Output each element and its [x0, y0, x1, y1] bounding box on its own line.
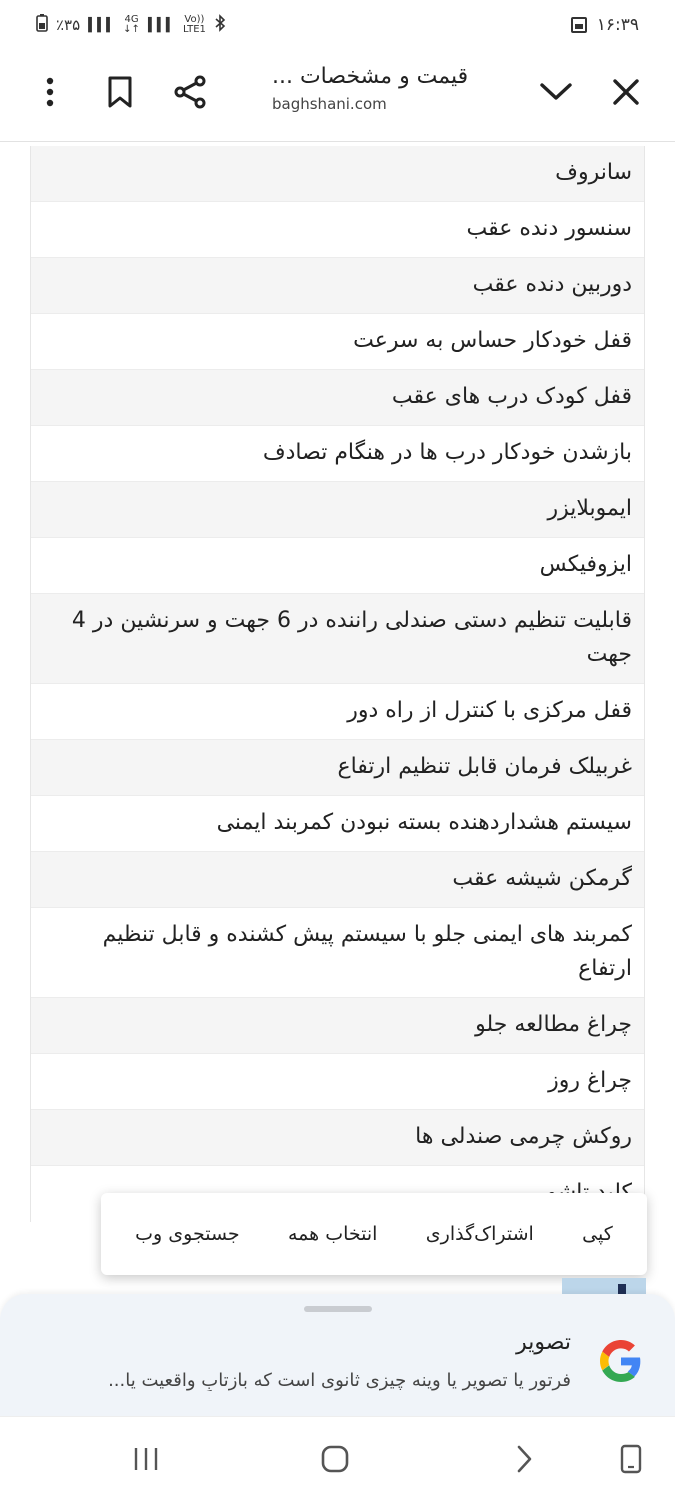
- back-button[interactable]: [500, 1435, 548, 1483]
- web-search-button[interactable]: جستجوی وب: [135, 1223, 240, 1245]
- google-search-sheet[interactable]: [0, 1294, 675, 1416]
- clock: ۱۶:۳۹: [596, 15, 639, 35]
- search-result-title: تصویر: [516, 1330, 571, 1355]
- overflow-menu-button[interactable]: [26, 68, 74, 116]
- select-all-button[interactable]: انتخاب همه: [287, 1223, 378, 1245]
- bluetooth-icon: [214, 14, 226, 36]
- back-chevron-icon: [514, 1444, 534, 1474]
- table-row[interactable]: قفل مرکزی با کنترل از راه دور: [31, 684, 644, 740]
- share-text-button[interactable]: اشتراک‌گذاری: [425, 1223, 534, 1245]
- status-right-group: [571, 12, 639, 38]
- features-table: [30, 146, 645, 1222]
- sheet-drag-handle[interactable]: [304, 1306, 372, 1312]
- phone-keyboard-icon: [619, 1443, 643, 1475]
- table-row[interactable]: دوربین دنده عقب: [31, 258, 644, 314]
- page-domain: baghshani.com: [272, 95, 387, 113]
- table-row[interactable]: چراغ روز: [31, 1054, 644, 1110]
- table-row[interactable]: سیستم هشداردهنده بسته نبودن کمربند ایمنی: [31, 796, 644, 852]
- table-row[interactable]: ایموبلایزر: [31, 482, 644, 538]
- custom-tab-header: [0, 50, 675, 142]
- page-title: قیمت و مشخصات ...: [272, 64, 469, 89]
- volte-indicator: [183, 15, 206, 35]
- google-g-icon: [600, 1340, 642, 1382]
- table-row[interactable]: بازشدن خودکار درب ها در هنگام تصادف: [31, 426, 644, 482]
- share-button[interactable]: [166, 68, 214, 116]
- battery-icon: [36, 14, 48, 36]
- navigation-bar: [0, 1416, 675, 1500]
- status-left-group: [36, 12, 226, 38]
- recents-button[interactable]: [122, 1435, 170, 1483]
- page-title-block[interactable]: [272, 60, 512, 130]
- signal-strength-icon: ▍▍▍: [88, 17, 116, 33]
- close-icon: [612, 78, 640, 106]
- battery-percent: ٪۳۵: [56, 16, 81, 34]
- table-row[interactable]: غربیلک فرمان قابل تنظیم ارتفاع: [31, 740, 644, 796]
- keyboard-toggle-button[interactable]: [607, 1435, 655, 1483]
- signal-strength-2-icon: ▍▍▍: [147, 17, 175, 33]
- volte-label: Vo)): [184, 14, 205, 25]
- bookmark-button[interactable]: [96, 68, 144, 116]
- copy-button[interactable]: کپی: [582, 1223, 613, 1245]
- table-row[interactable]: سنسور دنده عقب: [31, 202, 644, 258]
- lte-label: LTE1: [182, 24, 206, 35]
- table-row[interactable]: چراغ مطالعه جلو: [31, 998, 644, 1054]
- status-bar: [0, 0, 675, 50]
- recents-icon: [131, 1445, 161, 1473]
- network-4g-indicator: 4G ↓↑: [123, 14, 140, 35]
- home-button[interactable]: [311, 1435, 359, 1483]
- more-vertical-icon: [45, 77, 55, 107]
- close-button[interactable]: [602, 68, 650, 116]
- gallery-notification-icon: [571, 17, 587, 33]
- network-4g-label: 4G: [124, 14, 139, 25]
- table-row[interactable]: قفل کودک درب های عقب: [31, 370, 644, 426]
- chevron-down-icon: [539, 82, 573, 102]
- search-result-description: فرتور یا تصویر یا وینه چیزی ثانوی است که بازتابِ واقعیت یا...: [108, 1370, 571, 1391]
- home-icon: [320, 1444, 350, 1474]
- table-row[interactable]: قابلیت تنظیم دستی صندلی راننده در 6 جهت و سرنشین در 4 جهت: [31, 594, 644, 684]
- table-row[interactable]: ایزوفیکس: [31, 538, 644, 594]
- minimize-button[interactable]: [532, 68, 580, 116]
- table-row[interactable]: روکش چرمی صندلی ها: [31, 1110, 644, 1166]
- share-icon: [173, 75, 207, 109]
- table-row[interactable]: سانروف: [31, 146, 644, 202]
- table-row[interactable]: قفل خودکار حساس به سرعت: [31, 314, 644, 370]
- text-selection-menu: [101, 1193, 647, 1275]
- table-row[interactable]: گرمکن شیشه عقب: [31, 852, 644, 908]
- bookmark-icon: [107, 76, 133, 108]
- table-row[interactable]: کمربند های ایمنی جلو با سیستم پیش کشنده و قابل تنظیم ارتفاع: [31, 908, 644, 998]
